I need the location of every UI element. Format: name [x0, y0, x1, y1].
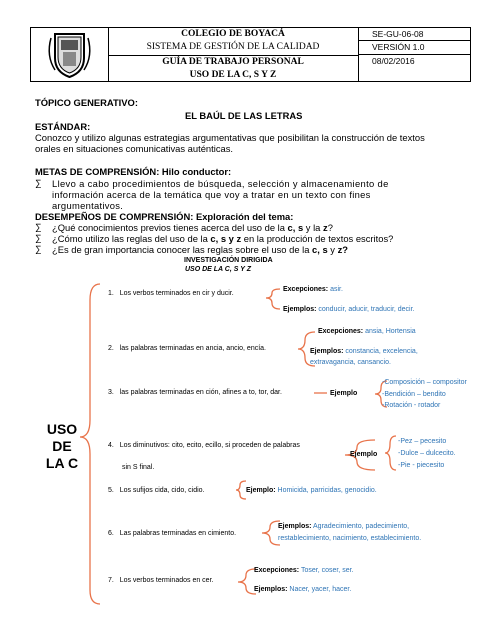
ej-label: Ejemplo:	[246, 487, 276, 494]
r4-list-2: -Dulce – dulcecito.	[398, 450, 456, 457]
q3-b: c, s	[312, 244, 328, 255]
r4-list-1: -Pez – pecesito	[398, 438, 447, 445]
q1-e: ?	[327, 222, 333, 233]
q1-b: c, s	[287, 222, 304, 233]
rule-item-4	[108, 441, 300, 450]
rule-item-5	[108, 486, 205, 495]
ej-value: Agradecimiento, padecimiento,	[311, 523, 410, 530]
r2-examples	[310, 347, 418, 356]
bullet-icon: ∑	[35, 244, 42, 254]
metas-sub: : Hilo conductor:	[156, 166, 232, 177]
r7-exceptions	[254, 566, 353, 575]
q2-c: en la producción de textos escritos?	[241, 233, 394, 244]
topico-label: TÓPICO GENERATIVO:	[35, 97, 138, 108]
main-label-line-1: USO DE	[46, 421, 78, 454]
brace-5	[236, 481, 246, 499]
exc-value: ansia, Hortensia	[363, 328, 416, 335]
rule-number: 1.	[108, 290, 114, 297]
metas-item-2: información acerca de la temática que voy a tratar en un texto con fines	[52, 189, 371, 200]
metas-label: METAS DE COMPRENSIÓN	[35, 166, 157, 177]
rule-text: Los diminutivos: cito, ecito, ecillo, si proceden de palabras	[119, 442, 300, 449]
doc-date: 08/02/2016	[372, 55, 415, 66]
ej-value: conducir, aducir, traducir, decir.	[316, 306, 415, 313]
r2-examples-cont: extravagancia, cansancio.	[310, 359, 391, 366]
investigacion-sub: USO DE LA C, S Y Z	[185, 266, 251, 273]
rule-text: las palabras terminadas en ción, afines a to, tor, dar.	[119, 389, 282, 396]
r6-examples-cont: restablecimiento, nacimiento, establecimiento.	[278, 535, 422, 542]
exc-label: Excepciones:	[283, 286, 329, 293]
ej-label: Ejemplos:	[254, 586, 288, 593]
doc-code: SE-GU-06-08	[358, 28, 470, 41]
school-name: COLEGIO DE BOYACÁ	[181, 29, 285, 39]
q3-c: y	[327, 244, 338, 255]
rule-text: Los verbos terminados en cir y ducir.	[119, 290, 234, 297]
metas-item-1: Llevo a cabo procedimientos de búsqueda, selección y almacenamiento de	[52, 178, 389, 189]
rule-number: 5.	[108, 487, 114, 494]
rule-text: Los sufijos cida, cido, cidio.	[119, 487, 205, 494]
q3-d: z?	[337, 244, 349, 255]
r3-list-1: -Composición – compositor	[382, 379, 467, 386]
rule-item-6	[108, 529, 236, 538]
ej-label: Ejemplos:	[278, 523, 312, 530]
ej-value: constancia, excelencia,	[343, 348, 418, 355]
rule-number: 6.	[108, 530, 114, 537]
topico-title: EL BAÚL DE LAS LETRAS	[185, 110, 303, 121]
rule-text: Las palabras terminadas en cimiento.	[119, 530, 237, 537]
quality-system: SISTEMA DE GESTIÓN DE LA CALIDAD	[146, 42, 320, 53]
ej-label: Ejemplos:	[283, 306, 317, 313]
q1-d: z	[323, 222, 328, 233]
rule-item-1	[108, 289, 234, 298]
brace-4b	[385, 436, 396, 470]
rule-item-3	[108, 388, 282, 397]
q3-a: ¿Es de gran importancia conocer las reglas sobre el uso de la	[52, 244, 313, 255]
rule-text: las palabras terminadas en ancia, ancio, encía.	[119, 345, 266, 352]
r5-examples	[246, 486, 377, 495]
estandar-label: ESTÁNDAR:	[35, 121, 91, 132]
r4-list-3: -Pie - piecesito	[398, 462, 445, 469]
bullet-icon: ∑	[35, 222, 42, 232]
guide-topic: USO DE LA C, S Y Z	[189, 69, 277, 80]
guide-title: GUÍA DE TRABAJO PERSONAL	[108, 55, 358, 69]
rule-number: 2.	[108, 345, 114, 352]
r3-list-2: -Bendición – bendito	[382, 391, 446, 398]
metas-item-3: argumentativos.	[52, 200, 124, 211]
q2-a: ¿Cómo utilizo las reglas del uso de la	[52, 233, 211, 244]
investigacion-title: INVESTIGACIÓN DIRIGIDA	[184, 257, 273, 264]
q2-b: c, s y z	[210, 233, 242, 244]
exc-value: asir.	[328, 286, 343, 293]
exc-label: Excepciones:	[318, 328, 364, 335]
ej-value: Nacer, yacer, hacer.	[287, 586, 352, 593]
rule-number: 7.	[108, 577, 114, 584]
bullet-icon: ∑	[35, 233, 42, 243]
estandar-text-1: Conozco y utilizo algunas estrategias argumentativas que posibilitan la construcción de textos	[35, 132, 425, 143]
rule-number: 4.	[108, 442, 114, 449]
r4-example-label: Ejemplo	[350, 451, 378, 458]
r7-examples	[254, 585, 351, 594]
rule-item-4-cont: sin S final.	[122, 464, 155, 471]
main-label	[38, 421, 86, 472]
r1-exceptions	[283, 285, 343, 294]
q1-c: y la	[303, 222, 323, 233]
exc-label: Excepciones:	[254, 567, 300, 574]
rule-text: Los verbos terminados en cer.	[119, 577, 214, 584]
r3-list-3: -Rotación - rotador	[382, 402, 441, 409]
r6-examples	[278, 522, 409, 531]
brace-1	[266, 289, 280, 309]
doc-version: VERSIÓN 1.0	[358, 41, 470, 54]
exc-value: Toser, coser, ser.	[299, 567, 354, 574]
r1-examples	[283, 305, 415, 314]
r2-exceptions	[318, 327, 416, 336]
main-label-line-2: LA C	[45, 455, 79, 471]
q1-a: ¿Qué conocimientos previos tienes acerca del uso de la	[52, 222, 288, 233]
ej-value: Homicida, parricidas, genocidio.	[275, 487, 377, 494]
desempenos-label: DESEMPEÑOS DE COMPRENSIÓN: Exploración del tema:	[35, 211, 294, 222]
rule-item-2	[108, 344, 266, 353]
estandar-text-2: orales en situaciones comunicativas auténticas.	[35, 143, 234, 154]
rule-item-7	[108, 576, 213, 585]
ej-label: Ejemplos:	[310, 348, 344, 355]
bullet-icon: ∑	[35, 178, 42, 188]
r3-example-label: Ejemplo	[330, 390, 358, 397]
rule-number: 3.	[108, 389, 114, 396]
